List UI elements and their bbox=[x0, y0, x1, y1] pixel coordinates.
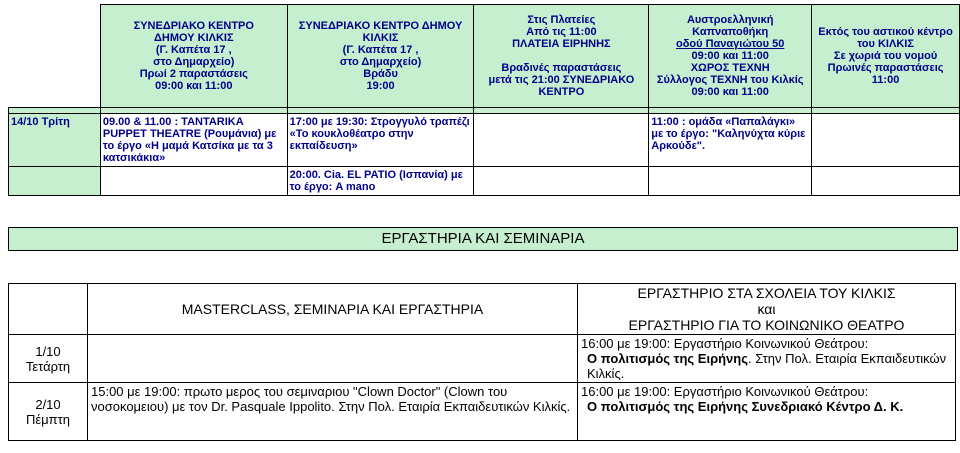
header-spacer bbox=[474, 50, 648, 62]
workshop-location: . Στην Πολ. Εταιρία Εκπαιδευτικών Κιλκίς. bbox=[587, 351, 947, 381]
event-cell bbox=[812, 167, 960, 196]
event-cell bbox=[812, 114, 960, 167]
header-line: Σύλλογος ΤΕΧΝΗ του Κιλκίς bbox=[656, 74, 804, 86]
schedule-table bbox=[8, 4, 960, 196]
header-line: Αυστροελληνική Καπναποθήκη bbox=[686, 14, 774, 38]
masterclass-cell bbox=[88, 335, 578, 383]
header-line: και bbox=[757, 301, 776, 317]
header-line: ΧΩΡΟΣ ΤΕΧΝΗ bbox=[690, 62, 770, 74]
header-line: 11:00 bbox=[871, 74, 900, 86]
event-text: 20:00. Cia. EL PATIO (Ισπανία) με το έργο: A mano bbox=[289, 169, 463, 193]
header-line: Σε χωριά του νομού bbox=[833, 50, 938, 62]
day-label: Πέμπτη bbox=[25, 411, 70, 427]
date-cell bbox=[9, 335, 88, 383]
workshop-cell bbox=[578, 383, 956, 441]
header-line: του ΚΙΛΚΙΣ bbox=[857, 38, 914, 50]
header-venue-2 bbox=[287, 5, 474, 108]
event-cell bbox=[100, 167, 287, 196]
workshops-banner: ΕΡΓΑΣΤΗΡΙΑ ΚΑΙ ΣΕΜΙΝΑΡΙΑ bbox=[8, 227, 958, 251]
header-line: μετά τις 21:00 ΣΥΝΕΔΡΙΑΚΟ bbox=[488, 74, 635, 86]
header-line: ΚΕΝΤΡΟ bbox=[538, 86, 585, 98]
event-cell: 09.00 & 11.00 : TANTARIKA PUPPET THEATRE (Ρουμάνια) με το έργο «Η μαμά Κατσίκα με τα 3 κατσικάκια» bbox=[100, 114, 287, 167]
header-empty-cell bbox=[9, 5, 101, 108]
header-line: 19:00 bbox=[366, 80, 395, 92]
header-line: ΣΥΝΕΔΡΙΑΚΟ ΚΕΝΤΡΟ ΔΗΜΟΥ bbox=[298, 20, 463, 32]
header-venue-1 bbox=[100, 5, 287, 108]
event-cell bbox=[287, 167, 474, 196]
header-line: 09:00 και 11:00 bbox=[691, 86, 769, 98]
header-line: ΔΗΜΟΥ ΚΙΛΚΙΣ bbox=[153, 32, 234, 44]
row-date: 14/10 Τρίτη bbox=[9, 114, 101, 167]
header-line: ΠΛΑΤΕΙΑ ΕΙΡΗΝΗΣ bbox=[512, 38, 611, 50]
day-label: Τετάρτη bbox=[25, 358, 71, 374]
header-line: στο Δημαρχείο) bbox=[339, 56, 422, 68]
header-venue-5 bbox=[812, 5, 960, 108]
header-line: Πρωινές παραστάσεις bbox=[827, 62, 944, 74]
header-line: 09:00 και 11:00 bbox=[155, 80, 233, 92]
header-line: ΕΡΓΑΣΤΗΡΙΟ ΓΙΑ ΤΟ ΚΟΙΝΩΝΙΚΟ ΘΕΑΤΡΟ bbox=[628, 317, 905, 333]
event-cell bbox=[474, 114, 649, 167]
header-line: Πρωί 2 παραστάσεις bbox=[139, 68, 248, 80]
workshops-table bbox=[8, 283, 956, 441]
date-cell bbox=[9, 383, 88, 441]
event-cell: 11:00 : ομάδα «Παπαλάγκι» με το έργο: "Καληνύχτα κύριε Αρκούδε". bbox=[649, 114, 812, 167]
event-cell bbox=[649, 167, 812, 196]
workshop-title: Ο πολιτισμός της Ειρήνης Συνεδριακό Κέντρο Δ. Κ. bbox=[587, 399, 904, 414]
header-line: 09:00 και 11:00 bbox=[691, 50, 769, 62]
header-line: Βραδινές παραστάσεις bbox=[501, 62, 622, 74]
row-date-empty bbox=[9, 167, 101, 196]
header-line: (Γ. Καπέτα 17 , bbox=[342, 44, 419, 56]
workshop-cell bbox=[578, 335, 956, 383]
header-line: Στις Πλατείες bbox=[527, 14, 596, 26]
date-label: 2/10 bbox=[35, 396, 61, 412]
school-workshop-header bbox=[578, 284, 956, 335]
workshop-title: Ο πολιτισμός της Ειρήνης bbox=[587, 351, 748, 366]
date-empty bbox=[9, 284, 88, 335]
workshop-time: 16:00 με 19:00: Εργαστήριο Κοινωνικού Θεάτρου: bbox=[581, 384, 869, 399]
workshop-detail bbox=[581, 399, 952, 414]
workshop-detail bbox=[581, 351, 952, 381]
table-row bbox=[9, 167, 960, 196]
header-line: οδού Παναγιώτου 50 bbox=[676, 38, 785, 50]
header-line: Εκτός του αστικού κέντρο bbox=[818, 26, 953, 38]
header-line: Από τις 11:00 bbox=[526, 26, 597, 38]
header-line: (Γ. Καπέτα 17 , bbox=[155, 44, 232, 56]
event-cell: 17:00 με 19:30: Στρογγυλό τραπέζι «Το κουκλοθέατρο στην εκπαίδευση» bbox=[287, 114, 474, 167]
header-line: Βράδυ bbox=[363, 68, 398, 80]
header-line: στο Δημαρχείο) bbox=[153, 56, 235, 68]
header-venue-3 bbox=[474, 5, 649, 108]
event-cell bbox=[474, 167, 649, 196]
header-venue-4 bbox=[649, 5, 812, 108]
table-row bbox=[9, 114, 960, 167]
header-line: ΕΡΓΑΣΤΗΡΙΟ ΣΤΑ ΣΧΟΛΕΙΑ ΤΟΥ ΚΙΛΚΙΣ bbox=[637, 285, 896, 301]
masterclass-cell: 15:00 με 19:00: πρωτο μερος του σεμιναριου "Clown Doctor" (Clown του νοσοκομειου) με τον Dr. Pasquale Ippolito. Στην Πολ. Εταιρία Εκπαιδευτικών Κιλκίς. bbox=[88, 383, 578, 441]
header-line: ΚΙΛΚΙΣ bbox=[362, 32, 399, 44]
header-line: ΣΥΝΕΔΡΙΑΚΟ ΚΕΝΤΡΟ bbox=[133, 20, 254, 32]
date-label: 1/10 bbox=[35, 343, 61, 359]
masterclass-header: MASTERCLASS, ΣΕΜΙΝΑΡΙΑ ΚΑΙ ΕΡΓΑΣΤΗΡΙΑ bbox=[88, 284, 578, 335]
workshop-time: 16:00 με 19:00: Εργαστήριο Κοινωνικού Θεάτρου: bbox=[581, 336, 869, 351]
